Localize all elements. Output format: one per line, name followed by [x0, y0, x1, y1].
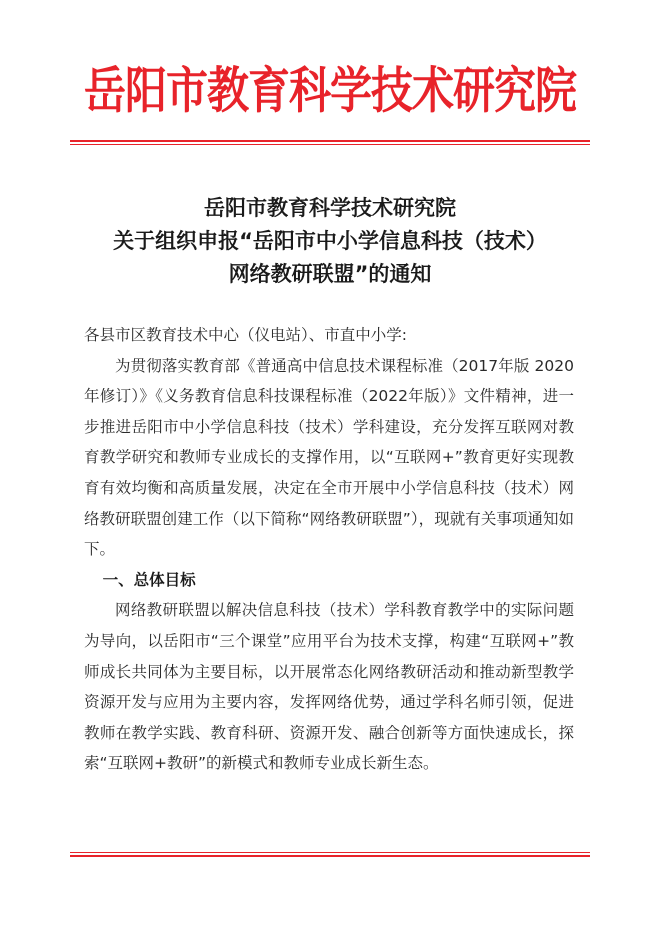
salutation: 各县市区教育技术中心（仪电站）、市直中小学: — [84, 326, 407, 344]
section-heading-overall-goal: 一、总体目标 — [102, 570, 196, 589]
intro-paragraph: 为贯彻落实教育部《普通高中信息技术课程标准（2017年版 2020 年修订）》《义务教育信息科技课程标准（2022年版）》文件精神，进一步推进岳阳市中小学信息科技（技术）学科建设，充分发挥互联网对教育教学研究和教师专业成长的支撑作用，以“互联网+”教育更好实现教育有效均衡和高质量发展，决定在全市开展中小学信息科技（技术）网络教研联盟创建工作（以下简称“网络教研联盟”），现就有关事项通知如下。 — [84, 356, 574, 559]
document-title-line-3: 网络教研联盟”的通知 — [228, 262, 432, 286]
document-title-line-1: 岳阳市教育科学技术研究院 — [204, 196, 456, 220]
letterhead-red-rule — [70, 140, 590, 142]
document-title — [70, 192, 590, 291]
document-body — [84, 320, 574, 779]
document-title-line-2: 关于组织申报“岳阳市中小学信息科技（技术） — [113, 229, 547, 253]
letterhead-red-rule-thin — [70, 144, 590, 145]
letterhead-org-name: 岳阳市教育科学技术研究院 — [83, 61, 576, 120]
section-1-paragraph: 网络教研联盟以解决信息科技（技术）学科教育教学中的实际问题为导向，以岳阳市“三个课堂”应用平台为技术支撑，构建“互联网+”教师成长共同体为主要目标，以开展常态化网络教研活动和推动新型教学资源开发与应用为主要内容，发挥网络优势，通过学科名师引领，促进教师在教学实践、教育科研、资源开发、融合创新等方面快速成长，探索“互联网+教研”的新模式和教师专业成长新生态。 — [84, 601, 574, 773]
footer-red-rule-thin — [70, 852, 590, 853]
footer-red-rule — [70, 855, 590, 857]
